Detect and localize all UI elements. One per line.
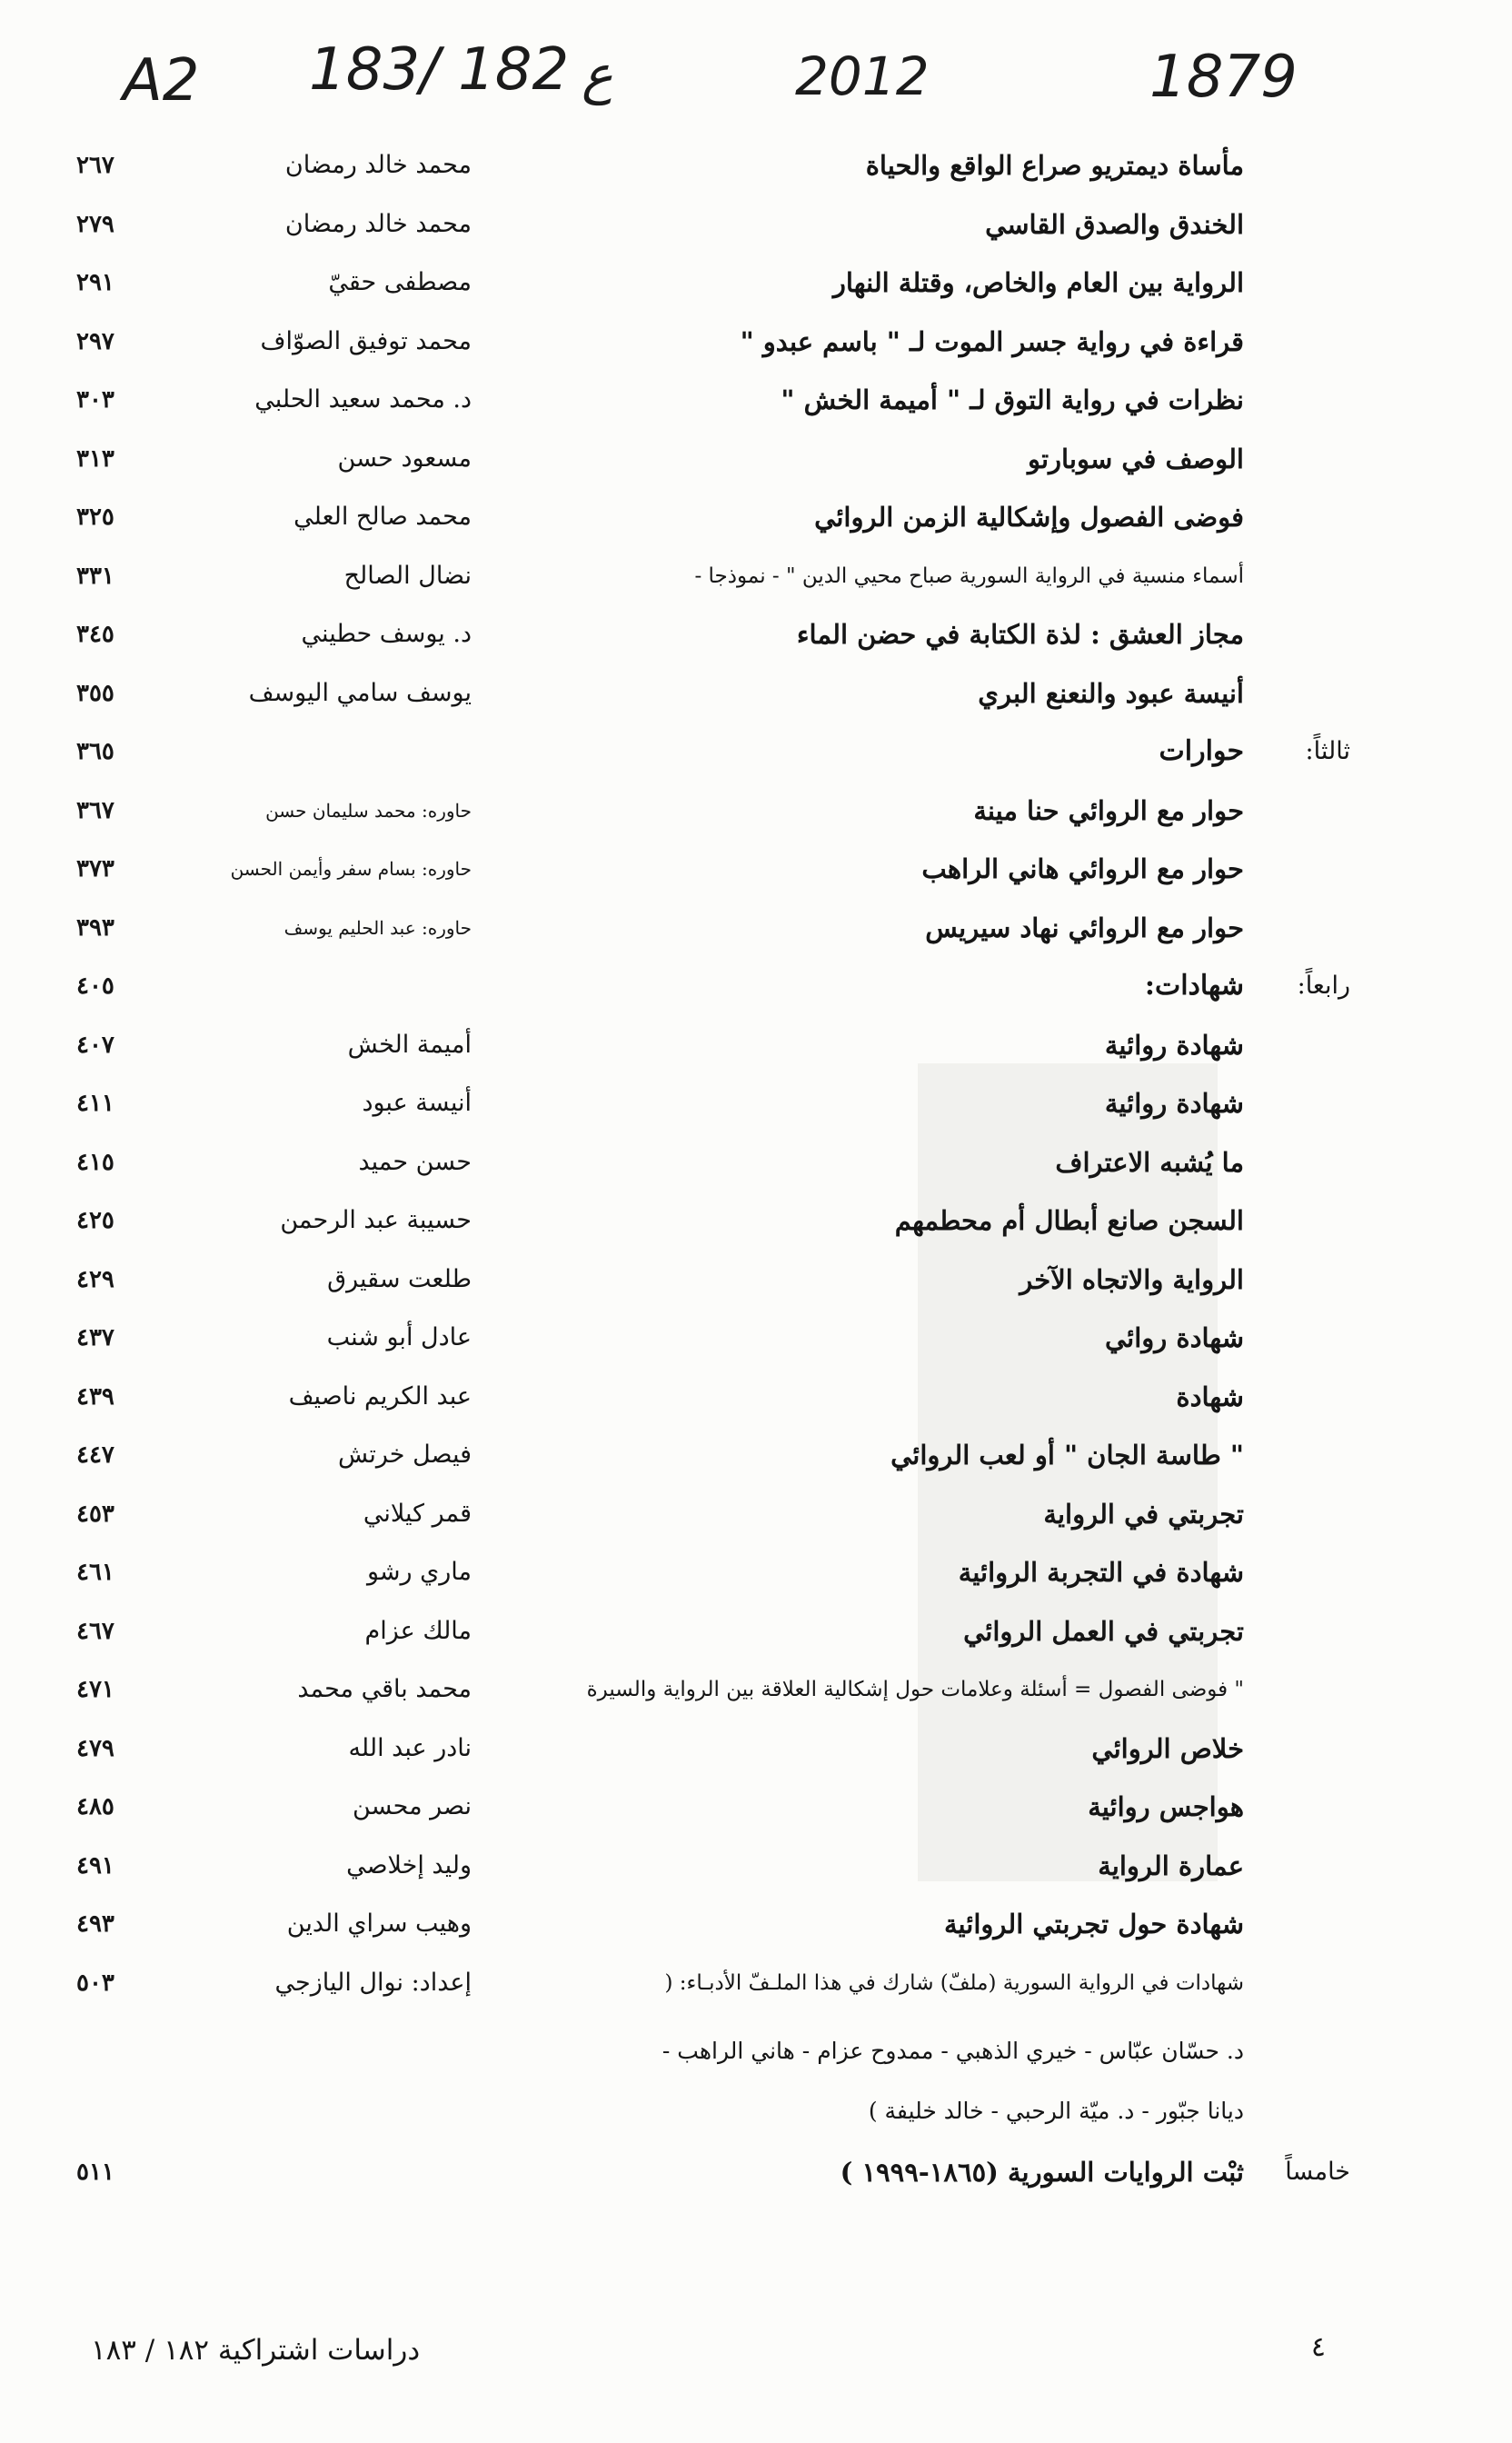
entry-title: مجاز العشق : لذة الكتابة في حضن الماء xyxy=(796,619,1244,650)
entry-title: الرواية والاتجاه الآخر xyxy=(1020,1264,1244,1295)
participants-line-2: ديانا جبّور - د. ميّة الرحبي - خالد خليفة ) xyxy=(868,2098,1244,2124)
entry-author: عبد الكريم ناصيف xyxy=(288,1382,472,1411)
footer-journal-title: دراسات اشتراكية ١٨٢ / ١٨٣ xyxy=(91,2334,421,2367)
page-number: ٣٦٧ xyxy=(76,797,114,824)
page-number: ٣٦٥ xyxy=(76,738,114,765)
page-number: ٤٤٧ xyxy=(76,1441,114,1469)
entry-title: السجن صانع أبطال أم محطمهم xyxy=(894,1205,1244,1236)
section-label: ثالثاً: xyxy=(1305,737,1350,765)
handwritten-issue: 183/ 182 xyxy=(309,36,570,104)
page-number: ٣٢٥ xyxy=(76,504,114,531)
section-label: خامساً xyxy=(1285,2158,1350,2186)
page-number: ٤٠٧ xyxy=(76,1032,114,1059)
entry-title: عمارة الرواية xyxy=(1098,1850,1244,1881)
entry-title: " طاسة الجان " أو لعب الروائي xyxy=(890,1440,1244,1471)
toc-entry xyxy=(0,549,1512,603)
entry-author: حاوره: عبد الحليم يوسف xyxy=(284,917,472,939)
entry-author: ماري رشو xyxy=(366,1558,472,1586)
page-number: ٣١٣ xyxy=(76,445,114,473)
entry-title: الوصف في سوبارتو xyxy=(1028,444,1244,474)
entry-title: حوارات xyxy=(1159,735,1244,767)
entry-author: حسن حميد xyxy=(358,1148,472,1176)
entry-title: مأساة ديمتريو صراع الواقع والحياة xyxy=(865,150,1244,181)
entry-author: مسعود حسن xyxy=(337,444,472,473)
handwritten-mark: ع xyxy=(582,44,613,105)
page-number: ٤١١ xyxy=(76,1090,114,1117)
page-number: ٤٦١ xyxy=(76,1559,114,1586)
footer-page-number: ٤ xyxy=(1310,2331,1326,2363)
entry-title: فوضى الفصول وإشكالية الزمن الروائي xyxy=(814,502,1244,533)
toc-entry xyxy=(0,1897,1512,1951)
page-number: ٤٨٥ xyxy=(76,1793,114,1820)
entry-author: محمد باقي محمد xyxy=(297,1675,472,1703)
entry-author: محمد توفيق الصوّاف xyxy=(260,327,472,355)
entry-author: حسيبة عبد الرحمن xyxy=(280,1206,472,1234)
page-number: ٣٩٣ xyxy=(76,914,114,942)
page-number: ٣٠٣ xyxy=(76,386,114,414)
page-number: ٤٧٩ xyxy=(76,1735,114,1762)
page-number: ٣٤٥ xyxy=(76,621,114,648)
entry-title: خلاص الروائي xyxy=(1091,1733,1244,1764)
page-number: ٥٠٣ xyxy=(76,1969,114,1997)
page-number: ٣٣١ xyxy=(76,563,114,590)
toc-entry xyxy=(0,314,1512,369)
toc-entry xyxy=(0,1839,1512,1893)
toc-entry xyxy=(0,1370,1512,1424)
page-number: ٤٩١ xyxy=(76,1852,114,1880)
toc-entry xyxy=(0,1193,1512,1248)
entry-title: أسماء منسية في الرواية السورية صباح محيي الدين " - نموذجا - xyxy=(694,564,1244,588)
entry-author: طلعت سقيرق xyxy=(327,1265,472,1293)
participants-line-1: د. حسّان عبّاس - خيري الذهبي - ممدوح عزام - هاني الراهب - xyxy=(662,2038,1244,2064)
toc-entry xyxy=(0,724,1512,779)
entry-author: نصر محسن xyxy=(353,1792,472,1820)
entry-author: وهيب سراي الدين xyxy=(286,1910,472,1938)
page-number: ٤٥٣ xyxy=(76,1501,114,1528)
toc-entry xyxy=(0,490,1512,544)
toc-entry xyxy=(0,1662,1512,1717)
entry-author: مالك عزام xyxy=(364,1617,472,1645)
entry-author: د. يوسف حطيني xyxy=(301,620,472,648)
handwritten-code-right: 1879 xyxy=(1149,44,1298,111)
entry-title: ما يُشبه الاعتراف xyxy=(1055,1147,1244,1178)
page-number: ٢٩١ xyxy=(76,269,114,296)
toc-entry xyxy=(0,197,1512,252)
entry-author: فيصل خرتش xyxy=(337,1441,472,1469)
entry-title: حوار مع الروائي هاني الراهب xyxy=(921,853,1244,884)
toc-entry xyxy=(0,959,1512,1013)
toc-entry xyxy=(0,901,1512,955)
entry-author: أنيسة عبود xyxy=(362,1089,472,1117)
toc-entry xyxy=(0,607,1512,662)
entry-author: عادل أبو شنب xyxy=(326,1323,472,1351)
entry-title: شهادة xyxy=(1176,1381,1244,1412)
entry-author: حاوره: بسام سفر وأيمن الحسن xyxy=(230,858,472,880)
entry-title: قراءة في رواية جسر الموت لـ " باسم عبدو " xyxy=(740,326,1244,357)
entry-author: حاوره: محمد سليمان حسن xyxy=(265,800,472,822)
page-number: ٤٢٩ xyxy=(76,1266,114,1293)
page-number: ٥١١ xyxy=(76,2159,114,2186)
page-number: ٤٧١ xyxy=(76,1676,114,1703)
entry-author: نضال الصالح xyxy=(343,562,472,590)
toc-entry xyxy=(0,1076,1512,1131)
entry-title: شهادة روائية xyxy=(1104,1088,1244,1119)
handwritten-code-left: A2 xyxy=(123,47,200,115)
entry-title: شهادة روائي xyxy=(1104,1322,1244,1353)
entry-author: إعداد: نوال اليازجي xyxy=(274,1969,472,1997)
toc-entry xyxy=(0,1780,1512,1834)
page-number: ٣٥٥ xyxy=(76,680,114,707)
toc-entry xyxy=(0,1604,1512,1659)
entry-title: شهادة روائية xyxy=(1104,1030,1244,1061)
page-number: ٤١٥ xyxy=(76,1149,114,1176)
page-number: ٤٣٩ xyxy=(76,1383,114,1411)
entry-title: " فوضى الفصول = أسئلة وعلامات حول إشكالية العلاقة بين الرواية والسيرة xyxy=(586,1678,1244,1701)
entry-title: شهادات: xyxy=(1144,970,1244,1002)
toc-entry xyxy=(0,432,1512,486)
toc-entry xyxy=(0,1252,1512,1307)
entry-title: حوار مع الروائي نهاد سيريس xyxy=(925,912,1244,943)
entry-title: شهادات في الرواية السورية (ملفّ) شارك في هذا الملـفّ الأدبـاء: ( xyxy=(664,1971,1244,1995)
entry-author: محمد صالح العلي xyxy=(293,503,472,531)
page-number: ٤٩٣ xyxy=(76,1910,114,1938)
toc-entry xyxy=(0,373,1512,427)
toc-entry xyxy=(0,255,1512,310)
toc-entry xyxy=(0,1135,1512,1190)
toc-entry xyxy=(0,666,1512,721)
entry-title: أنيسة عبود والنعنع البري xyxy=(978,678,1244,709)
entry-author: يوسف سامي اليوسف xyxy=(248,679,472,707)
toc-entry xyxy=(0,1956,1512,2010)
page-number: ٤٠٥ xyxy=(76,972,114,1000)
toc-entry xyxy=(0,1721,1512,1776)
entry-author: وليد إخلاصي xyxy=(346,1851,472,1880)
toc-entry xyxy=(0,842,1512,896)
entry-author: مصطفى حقيّ xyxy=(328,268,472,296)
page-number: ٤٢٥ xyxy=(76,1207,114,1234)
toc-entry xyxy=(0,1545,1512,1600)
toc-entry xyxy=(0,1428,1512,1482)
page-number: ٤٦٧ xyxy=(76,1618,114,1645)
page-number: ٣٧٣ xyxy=(76,855,114,882)
page-number: ٢٦٧ xyxy=(76,152,114,179)
entry-title: الخندق والصدق القاسي xyxy=(985,209,1244,240)
section-label: رابعاً: xyxy=(1297,972,1350,1000)
toc-entry xyxy=(0,1311,1512,1365)
toc-entry xyxy=(0,783,1512,838)
entry-title: حوار مع الروائي حنا مينة xyxy=(973,795,1244,826)
entry-author: نادر عبد الله xyxy=(348,1734,472,1762)
entry-title: نظرات في رواية التوق لـ " أميمة الخش " xyxy=(781,384,1244,415)
entry-title: هواجس روائية xyxy=(1088,1791,1244,1822)
handwritten-year: 2012 xyxy=(795,45,930,107)
entry-author: أميمة الخش xyxy=(347,1031,472,1059)
toc-entry-final xyxy=(0,2145,1512,2199)
entry-title: تجربتي في الرواية xyxy=(1043,1499,1244,1530)
entry-author: محمد خالد رمضان xyxy=(284,151,472,179)
entry-title: الرواية بين العام والخاص، وقتلة النهار xyxy=(832,267,1244,298)
toc-entry xyxy=(0,1487,1512,1541)
entry-author: قمر كيلاني xyxy=(363,1500,472,1528)
entry-title: شهادة حول تجربتي الروائية xyxy=(944,1909,1244,1939)
entry-title: شهادة في التجربة الروائية xyxy=(958,1557,1244,1588)
page-number: ٤٣٧ xyxy=(76,1324,114,1351)
entry-author: د. محمد سعيد الحلبي xyxy=(254,385,472,414)
toc-entry xyxy=(0,1018,1512,1072)
entry-title: تجربتي في العمل الروائي xyxy=(963,1616,1244,1647)
page-number: ٢٧٩ xyxy=(76,211,114,238)
entry-title: ثبْت الروايات السورية (١٨٦٥-١٩٩٩ ) xyxy=(840,2157,1244,2188)
entry-author: محمد خالد رمضان xyxy=(284,210,472,238)
page-number: ٢٩٧ xyxy=(76,328,114,355)
toc-entry xyxy=(0,138,1512,193)
